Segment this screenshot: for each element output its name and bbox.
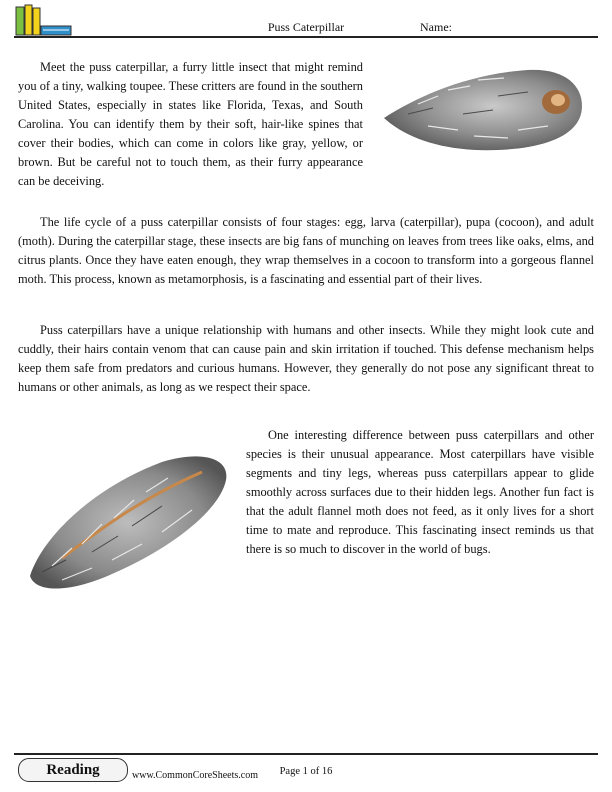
page-number: Page 1 of 16 bbox=[279, 766, 333, 777]
paragraph-life-cycle: The life cycle of a puss caterpillar consists of four stages: egg, larva (caterpillar), pupa (cocoon), and adult (moth). During the caterpillar stage, these insects are big fans of munching on leaves from trees like oaks, elms, and citrus plants. Once they have eaten enough, they wrap themselves in a cocoon to transform into a gorgeous flannel moth. This process, known as metamorphosis, is a fascinating and essential part of their lives. bbox=[18, 215, 594, 286]
header-divider bbox=[14, 36, 598, 38]
name-label: Name: bbox=[420, 20, 452, 34]
caterpillar-image-top bbox=[378, 56, 586, 156]
paragraph-differences: One interesting difference between puss caterpillars and other species is their unusual appearance. Most caterpillars have visible segments and tiny legs, whereas puss caterpillars appear to glide smoothly across surfaces due to their hidden legs. Another fun fact is that the adult flannel moth does not feed, as it only lives for a short time to mate and reproduce. This fascinating insect reminds us that there is so much to discover in the world of bugs. bbox=[246, 428, 594, 556]
footer-divider bbox=[14, 753, 598, 755]
paragraph-relationship: Puss caterpillars have a unique relationship with humans and other insects. While they might look cute and cuddly, their hairs contain venom that can cause pain and skin irritation if touched. This defense mechanism helps keep them safe from predators and curious humans. However, they generally do not pose any significant threat to humans or other animals, as long as we respect their space. bbox=[18, 323, 594, 394]
page-title: Puss Caterpillar bbox=[267, 20, 345, 34]
caterpillar-image-left bbox=[22, 448, 234, 598]
website-link[interactable]: www.CommonCoreSheets.com bbox=[132, 770, 259, 781]
subject-badge: Reading bbox=[18, 758, 128, 782]
paragraph-intro: Meet the puss caterpillar, a furry little insect that might remind you of a tiny, walking toupee. These critters are found in the southern United States, especially in states like Florida, Texas, and South Carolina. You can identify them by their soft, hair-like spines that cover their bodies, which can come in colors like gray, yellow, or brown. But be careful not to touch them, as their furry appearance can be deceiving. bbox=[18, 60, 363, 188]
